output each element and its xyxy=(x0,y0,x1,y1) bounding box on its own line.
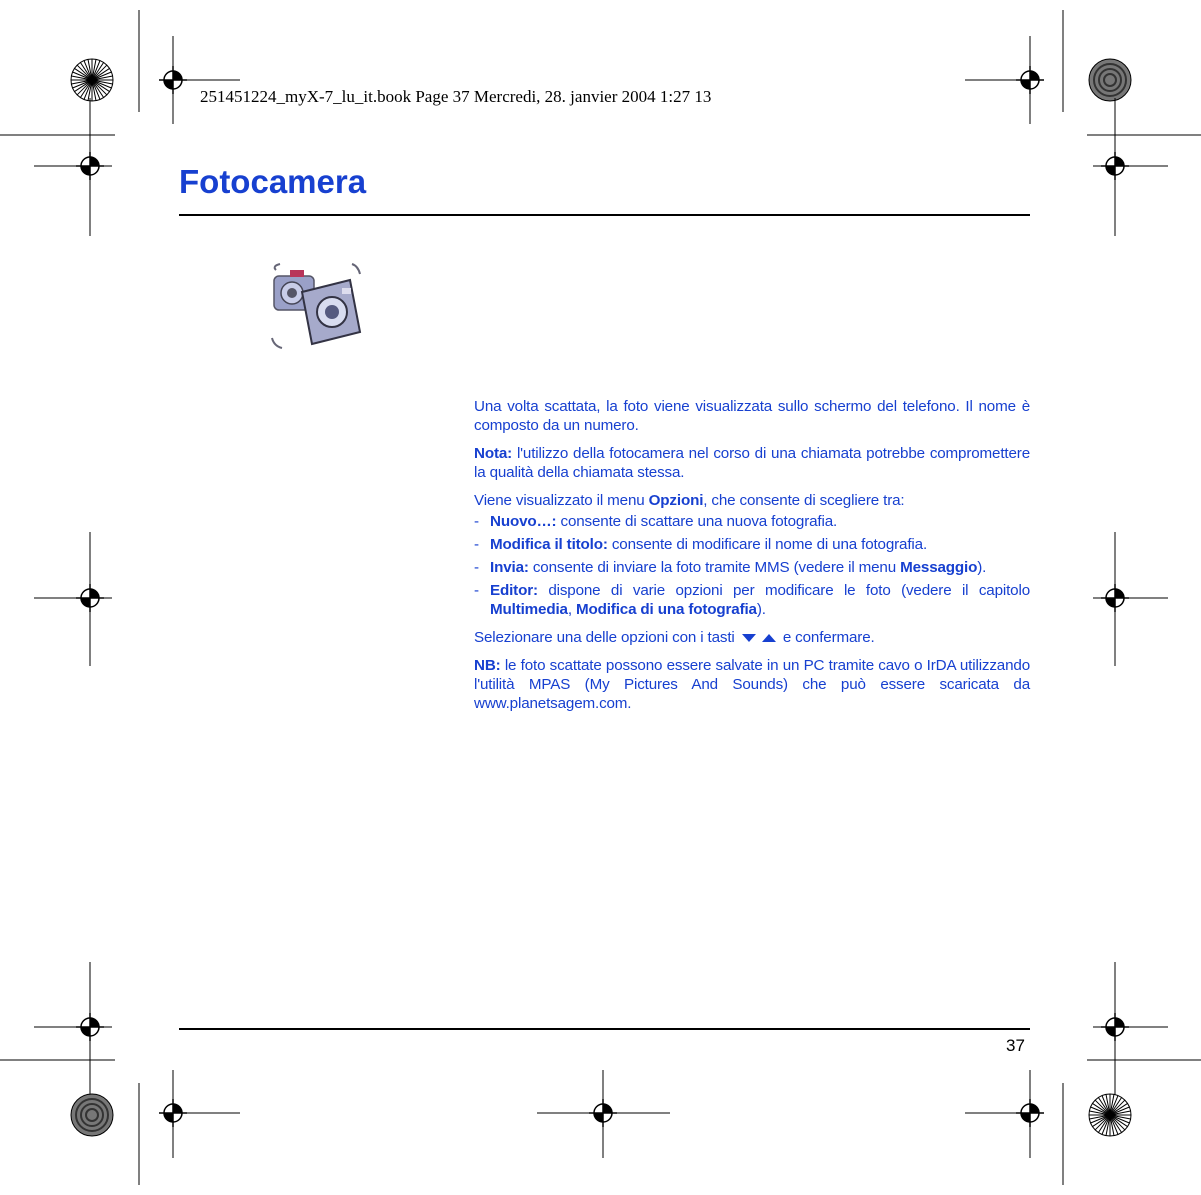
list-item: - Invia: consente di inviare la foto tramite MMS (vedere il menu Messaggio). xyxy=(474,559,987,576)
page-title: Fotocamera xyxy=(179,163,367,200)
option-text: consente di scattare una nuova fotografia. xyxy=(556,513,838,530)
menu-name: Opzioni xyxy=(648,492,704,509)
nota-text: l'utilizzo della fotocamera nel corso di una chiamata potrebbe compromettere la qualità della chiamata stessa. xyxy=(474,445,1030,481)
nb-paragraph xyxy=(474,656,1030,713)
option-label: Modifica il titolo: xyxy=(490,536,608,553)
option-label: Invia: xyxy=(490,559,529,576)
select-paragraph xyxy=(474,628,1030,647)
nota-label: Nota: xyxy=(474,445,513,462)
select-tail: e confermare. xyxy=(782,629,875,646)
camera-icon xyxy=(268,262,364,350)
option-tail: ). xyxy=(977,559,987,576)
option-label: Nuovo…: xyxy=(490,513,557,530)
down-arrow-icon xyxy=(742,634,756,642)
nb-label: NB: xyxy=(474,657,501,674)
menu-intro-tail: , che consente di scegliere tra: xyxy=(703,492,905,509)
option-label: Editor: xyxy=(490,582,538,599)
option-link-2: Modifica di una fotografia xyxy=(575,601,757,618)
menu-intro xyxy=(474,491,1030,510)
intro-paragraph: Una volta scattata, la foto viene visualizzata sullo schermo del telefono. Il nome è composto da un numero. xyxy=(474,398,1030,434)
up-arrow-icon xyxy=(762,634,776,642)
option-text: consente di inviare la foto tramite MMS (vedere il menu xyxy=(528,559,901,576)
list-item: - Editor: dispone di varie opzioni per modificare le foto (vedere il capitolo Multimedia, Modifica di una fotografia). xyxy=(474,582,1030,618)
option-link: Messaggio xyxy=(900,559,978,576)
page-number: 37 xyxy=(1006,1036,1025,1055)
option-sep: , xyxy=(567,601,576,618)
list-item: - Modifica il titolo: consente di modificare il nome di una fotografia. xyxy=(474,536,928,553)
title-rule xyxy=(179,214,1030,216)
footer-rule xyxy=(179,1028,1030,1030)
options-list xyxy=(474,512,1030,619)
nota-paragraph xyxy=(474,444,1030,482)
menu-intro-text: Viene visualizzato il menu xyxy=(474,492,649,509)
option-text: consente di modificare il nome di una fotografia. xyxy=(607,536,928,553)
option-link: Multimedia xyxy=(490,601,568,618)
content-body xyxy=(474,397,1030,722)
option-tail: ). xyxy=(756,601,766,618)
list-item: - Nuovo…: consente di scattare una nuova fotografia. xyxy=(474,513,838,530)
nb-text: le foto scattate possono essere salvate in un PC tramite cavo o IrDA utilizzando l'utilità MPAS (My Pictures And Sounds) che può essere scaricata da www.planetsagem.com. xyxy=(474,657,1030,712)
book-info-header: 251451224_myX-7_lu_it.book Page 37 Mercredi, 28. janvier 2004 1:27 13 xyxy=(200,87,712,106)
select-text: Selezionare una delle opzioni con i tasti xyxy=(474,629,735,646)
option-text: dispone di varie opzioni per modificare le foto (vedere il capitolo xyxy=(537,582,1030,599)
